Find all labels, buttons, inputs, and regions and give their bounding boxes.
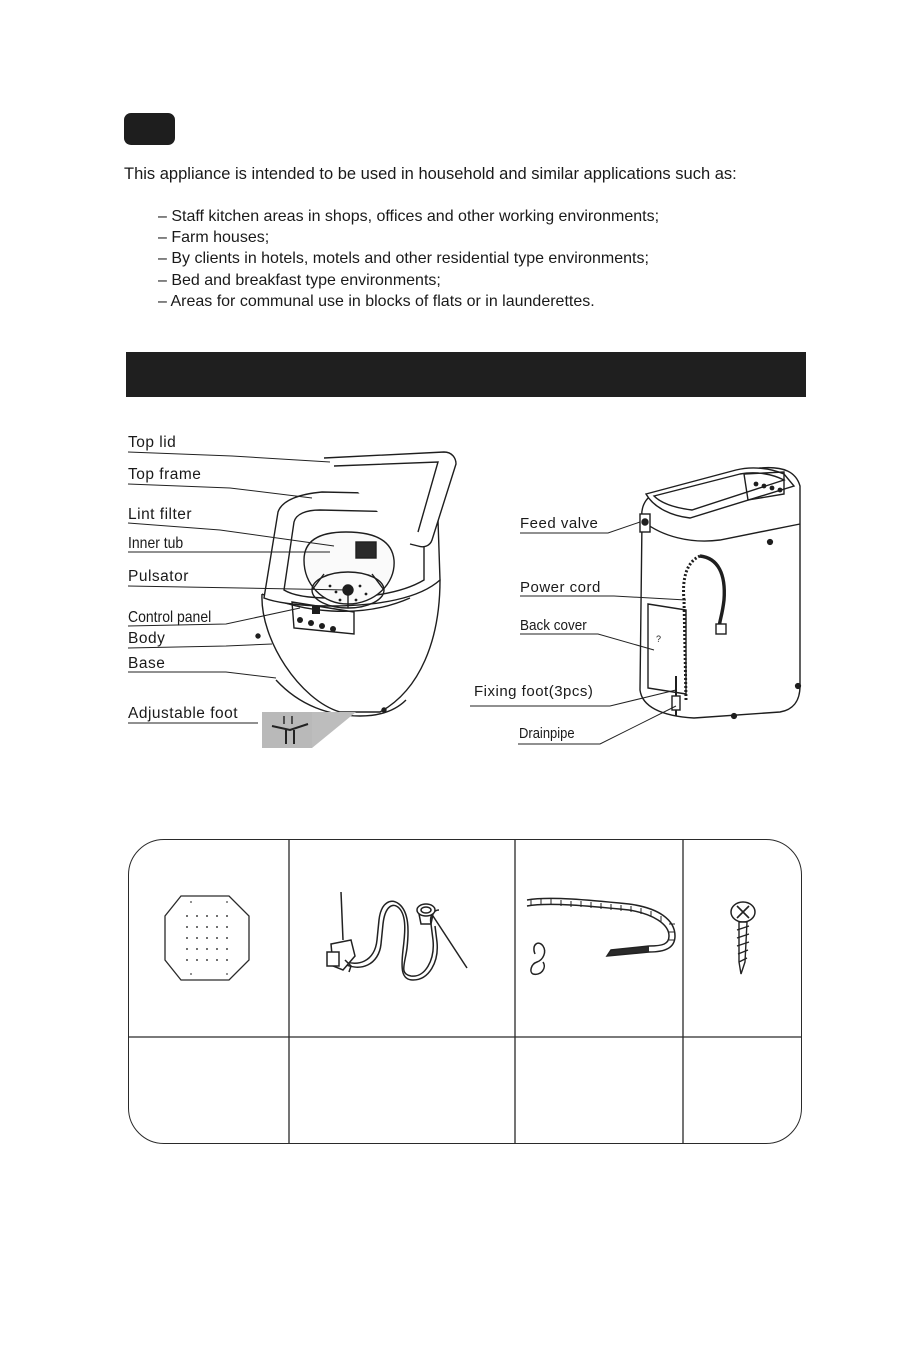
label-base: Base bbox=[128, 655, 166, 672]
label-back-cover: Back cover bbox=[520, 617, 587, 635]
parts-section-header bbox=[126, 352, 806, 397]
usage-item: – Bed and breakfast type environments; bbox=[158, 270, 659, 291]
usage-item: – By clients in hotels, motels and other residential type environments; bbox=[158, 248, 659, 269]
screw-icon bbox=[731, 902, 755, 974]
label-body: Body bbox=[128, 630, 166, 647]
usage-item: – Areas for communal use in blocks of flats or in launderettes. bbox=[158, 291, 659, 312]
label-adjustable-foot: Adjustable foot bbox=[128, 705, 239, 722]
label-pulsator: Pulsator bbox=[128, 568, 189, 585]
label-lint-filter: Lint filter bbox=[128, 506, 193, 523]
section-number-badge bbox=[124, 113, 175, 145]
label-top-frame: Top frame bbox=[128, 466, 202, 483]
usage-list bbox=[158, 206, 659, 312]
intro-text: This appliance is intended to be used in household and similar applications such as: bbox=[124, 165, 737, 183]
accessories-table bbox=[128, 839, 802, 1144]
label-inner-tub: Inner tub bbox=[128, 534, 184, 553]
label-power-cord: Power cord bbox=[520, 579, 601, 596]
label-feed-valve: Feed valve bbox=[520, 515, 599, 532]
base-plate-icon bbox=[165, 896, 249, 980]
back-washer-illustration bbox=[640, 468, 800, 719]
front-part-labels bbox=[128, 434, 238, 722]
parts-diagram bbox=[0, 400, 914, 780]
usage-item: – Farm houses; bbox=[158, 227, 659, 248]
front-washer-illustration bbox=[256, 452, 456, 716]
accessories-grid bbox=[129, 840, 802, 1144]
adjustable-foot-inset bbox=[262, 712, 356, 748]
label-fixing-foot: Fixing foot(3pcs) bbox=[474, 683, 594, 700]
usage-item: – Staff kitchen areas in shops, offices and other working environments; bbox=[158, 206, 659, 227]
label-top-lid: Top lid bbox=[128, 434, 177, 451]
drain-hose-icon bbox=[527, 898, 675, 974]
label-drainpipe: Drainpipe bbox=[519, 725, 575, 742]
back-part-labels bbox=[474, 515, 601, 741]
label-control-panel: Control panel bbox=[128, 608, 212, 627]
svg-text:?: ? bbox=[656, 634, 662, 644]
inlet-hose-icon bbox=[327, 892, 467, 980]
